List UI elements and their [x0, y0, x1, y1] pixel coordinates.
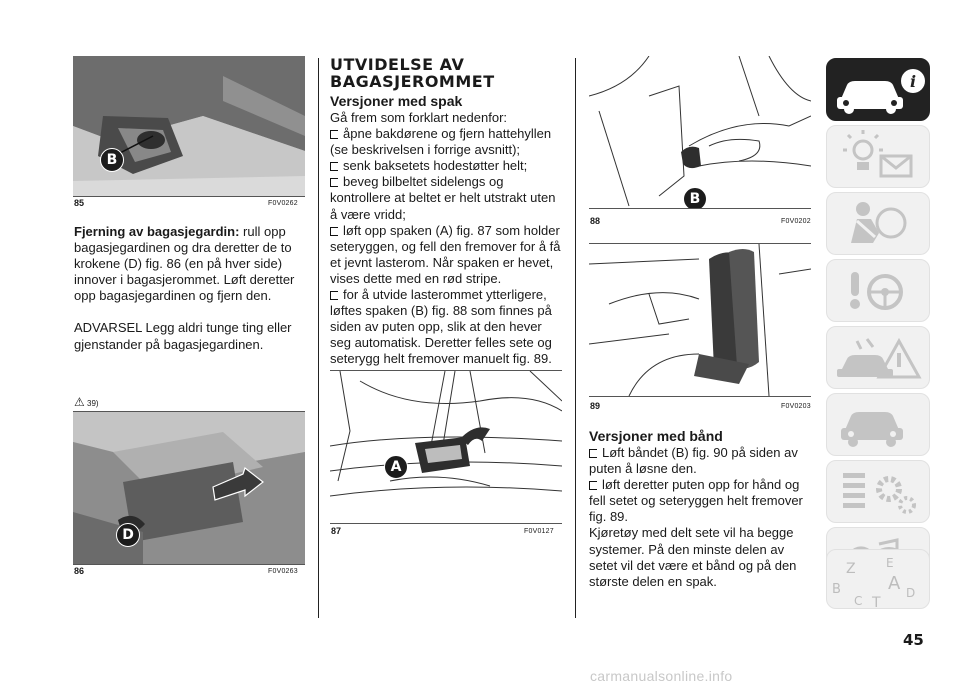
tab-safety[interactable] [826, 192, 930, 255]
airbag-safety-icon [827, 193, 931, 256]
tab-emergency[interactable] [826, 326, 930, 389]
figure-85-code: F0V0262 [268, 200, 298, 207]
bullet-icon [589, 481, 597, 490]
column-divider-2 [575, 58, 576, 618]
index-letter: B [832, 582, 841, 597]
bullet-icon [330, 291, 338, 300]
figure-87-illustration [330, 371, 562, 523]
figure-87-number: 87 [331, 526, 342, 536]
figure-86-code: F0V0263 [268, 568, 298, 575]
figure-86-number: 86 [74, 566, 85, 576]
page-number: 45 [903, 631, 924, 649]
callout-d: D [116, 523, 140, 547]
bullet-text: beveg bilbeltet sidelengs og kontrollere at beltet er helt utstrakt uten å være vridd; [330, 174, 556, 222]
figure-85-illustration [73, 56, 305, 196]
figure-89-illustration [589, 244, 811, 396]
bullet-item [330, 223, 562, 287]
index-letter: C [854, 594, 863, 608]
bullet-text: for å utvide lasterommet ytterligere, løftes spaken (B) fig. 88 som finnes på siden av puten opp, slik at den hever seg automatisk. Deretter felles sete og seterygg helt fremover manuelt fig. 89. [330, 287, 552, 367]
remove-cover-label: Fjerning av bagasjegardin: [74, 224, 240, 239]
figure-89-code: F0V0203 [781, 403, 811, 410]
bullet-text: senk baksetets hodestøtter helt; [343, 158, 528, 174]
warning-triangle-icon: ⚠ [74, 395, 85, 409]
warning-paragraph: ADVARSEL Legg aldri tunge ting eller gjenstander på bagasjegardinen. [74, 320, 292, 352]
figure-85-number: 85 [74, 198, 85, 208]
column-divider-1 [318, 58, 319, 618]
warning-lights-icon [827, 126, 931, 189]
remove-cover-text: rull opp bagasjegardinen og dra deretter de to krokene (D) fig. 86 (en på hver side) innover i bagasjerommet. Løft deretter opp bagasjegardinen og fjern den. [74, 224, 295, 304]
tab-starting-driving[interactable] [826, 259, 930, 322]
figure-85 [73, 56, 305, 197]
bullet-text: løft deretter puten opp for hånd og fell setet og seteryggen helt fremover fig. 89. [589, 477, 803, 525]
figure-88-code: F0V0202 [781, 218, 811, 225]
figure-89 [589, 243, 811, 397]
figure-88-number: 88 [590, 216, 601, 226]
index-letter: A [888, 573, 901, 594]
warning-reference [74, 395, 99, 409]
footer-watermark: carmanualsonline.info [590, 668, 733, 684]
steering-wheel-icon [827, 260, 931, 323]
svg-text:i: i [909, 72, 917, 91]
index-letter: Z [846, 561, 856, 577]
technical-data-icon [827, 461, 931, 524]
figure-86-illustration [73, 412, 305, 564]
column-3-text [589, 428, 815, 590]
bullet-text: Løft båndet (B) fig. 90 på siden av puten å løsne den. [589, 445, 798, 477]
car-info-icon [827, 59, 931, 122]
tab-lights-messages[interactable] [826, 125, 930, 188]
index-letter: E [886, 556, 894, 570]
bullet-icon [330, 130, 338, 139]
index-letter: T [872, 595, 881, 609]
figure-89-number: 89 [590, 401, 601, 411]
figure-87 [330, 370, 562, 524]
bullet-icon [330, 162, 338, 171]
split-seat-paragraph: Kjøretøy med delt sete vil ha begge systemer. På den minste delen av setet vil det være et bånd og på den største delen en spak. [589, 525, 797, 589]
bullet-item [330, 287, 562, 367]
tab-technical-data[interactable] [826, 460, 930, 523]
bullet-icon [330, 227, 338, 236]
figure-88-illustration [589, 56, 811, 208]
bullet-item [589, 445, 815, 477]
bullet-text: åpne bakdørene og fjern hattehyllen (se beskrivelsen i forrige avsnitt); [330, 126, 552, 158]
bullet-item [330, 158, 562, 174]
intro-text: Gå frem som forklart nedenfor: [330, 110, 508, 125]
tab-car-info[interactable] [826, 58, 930, 121]
bullet-item [330, 174, 562, 222]
column-1-text [74, 224, 306, 353]
column-2-text [330, 56, 562, 368]
figure-88 [589, 56, 811, 209]
bullet-item [330, 126, 562, 158]
subheading-lever-versions: Versjoner med spak [330, 93, 463, 109]
index-letter: D [906, 586, 916, 600]
car-maintenance-icon [827, 394, 931, 457]
section-title-line-2: BAGASJEROMMET [330, 72, 495, 91]
warning-ref-number: 39) [87, 399, 99, 408]
bullet-item [589, 477, 815, 525]
section-title [330, 56, 562, 90]
callout-b: B [683, 187, 707, 209]
paragraph-remove-cover [74, 224, 306, 304]
section-title-line-1: UTVIDELSE AV [330, 55, 465, 74]
bullet-icon [589, 449, 597, 458]
figure-86 [73, 411, 305, 565]
callout-a: A [384, 455, 408, 479]
bullet-text: løft opp spaken (A) fig. 87 som holder seteryggen, og fell den fremover for å få et jevnt lasterom. Når spaken er hevet, vises dette med en rød stripe. [330, 222, 561, 286]
figure-87-code: F0V0127 [524, 528, 554, 535]
callout-b: B [100, 148, 124, 172]
alphabet-index-icon [826, 549, 930, 609]
subheading-strap-versions: Versjoner med bånd [589, 428, 723, 444]
tab-maintenance[interactable] [826, 393, 930, 456]
emergency-icon [827, 327, 931, 390]
bullet-icon [330, 178, 338, 187]
